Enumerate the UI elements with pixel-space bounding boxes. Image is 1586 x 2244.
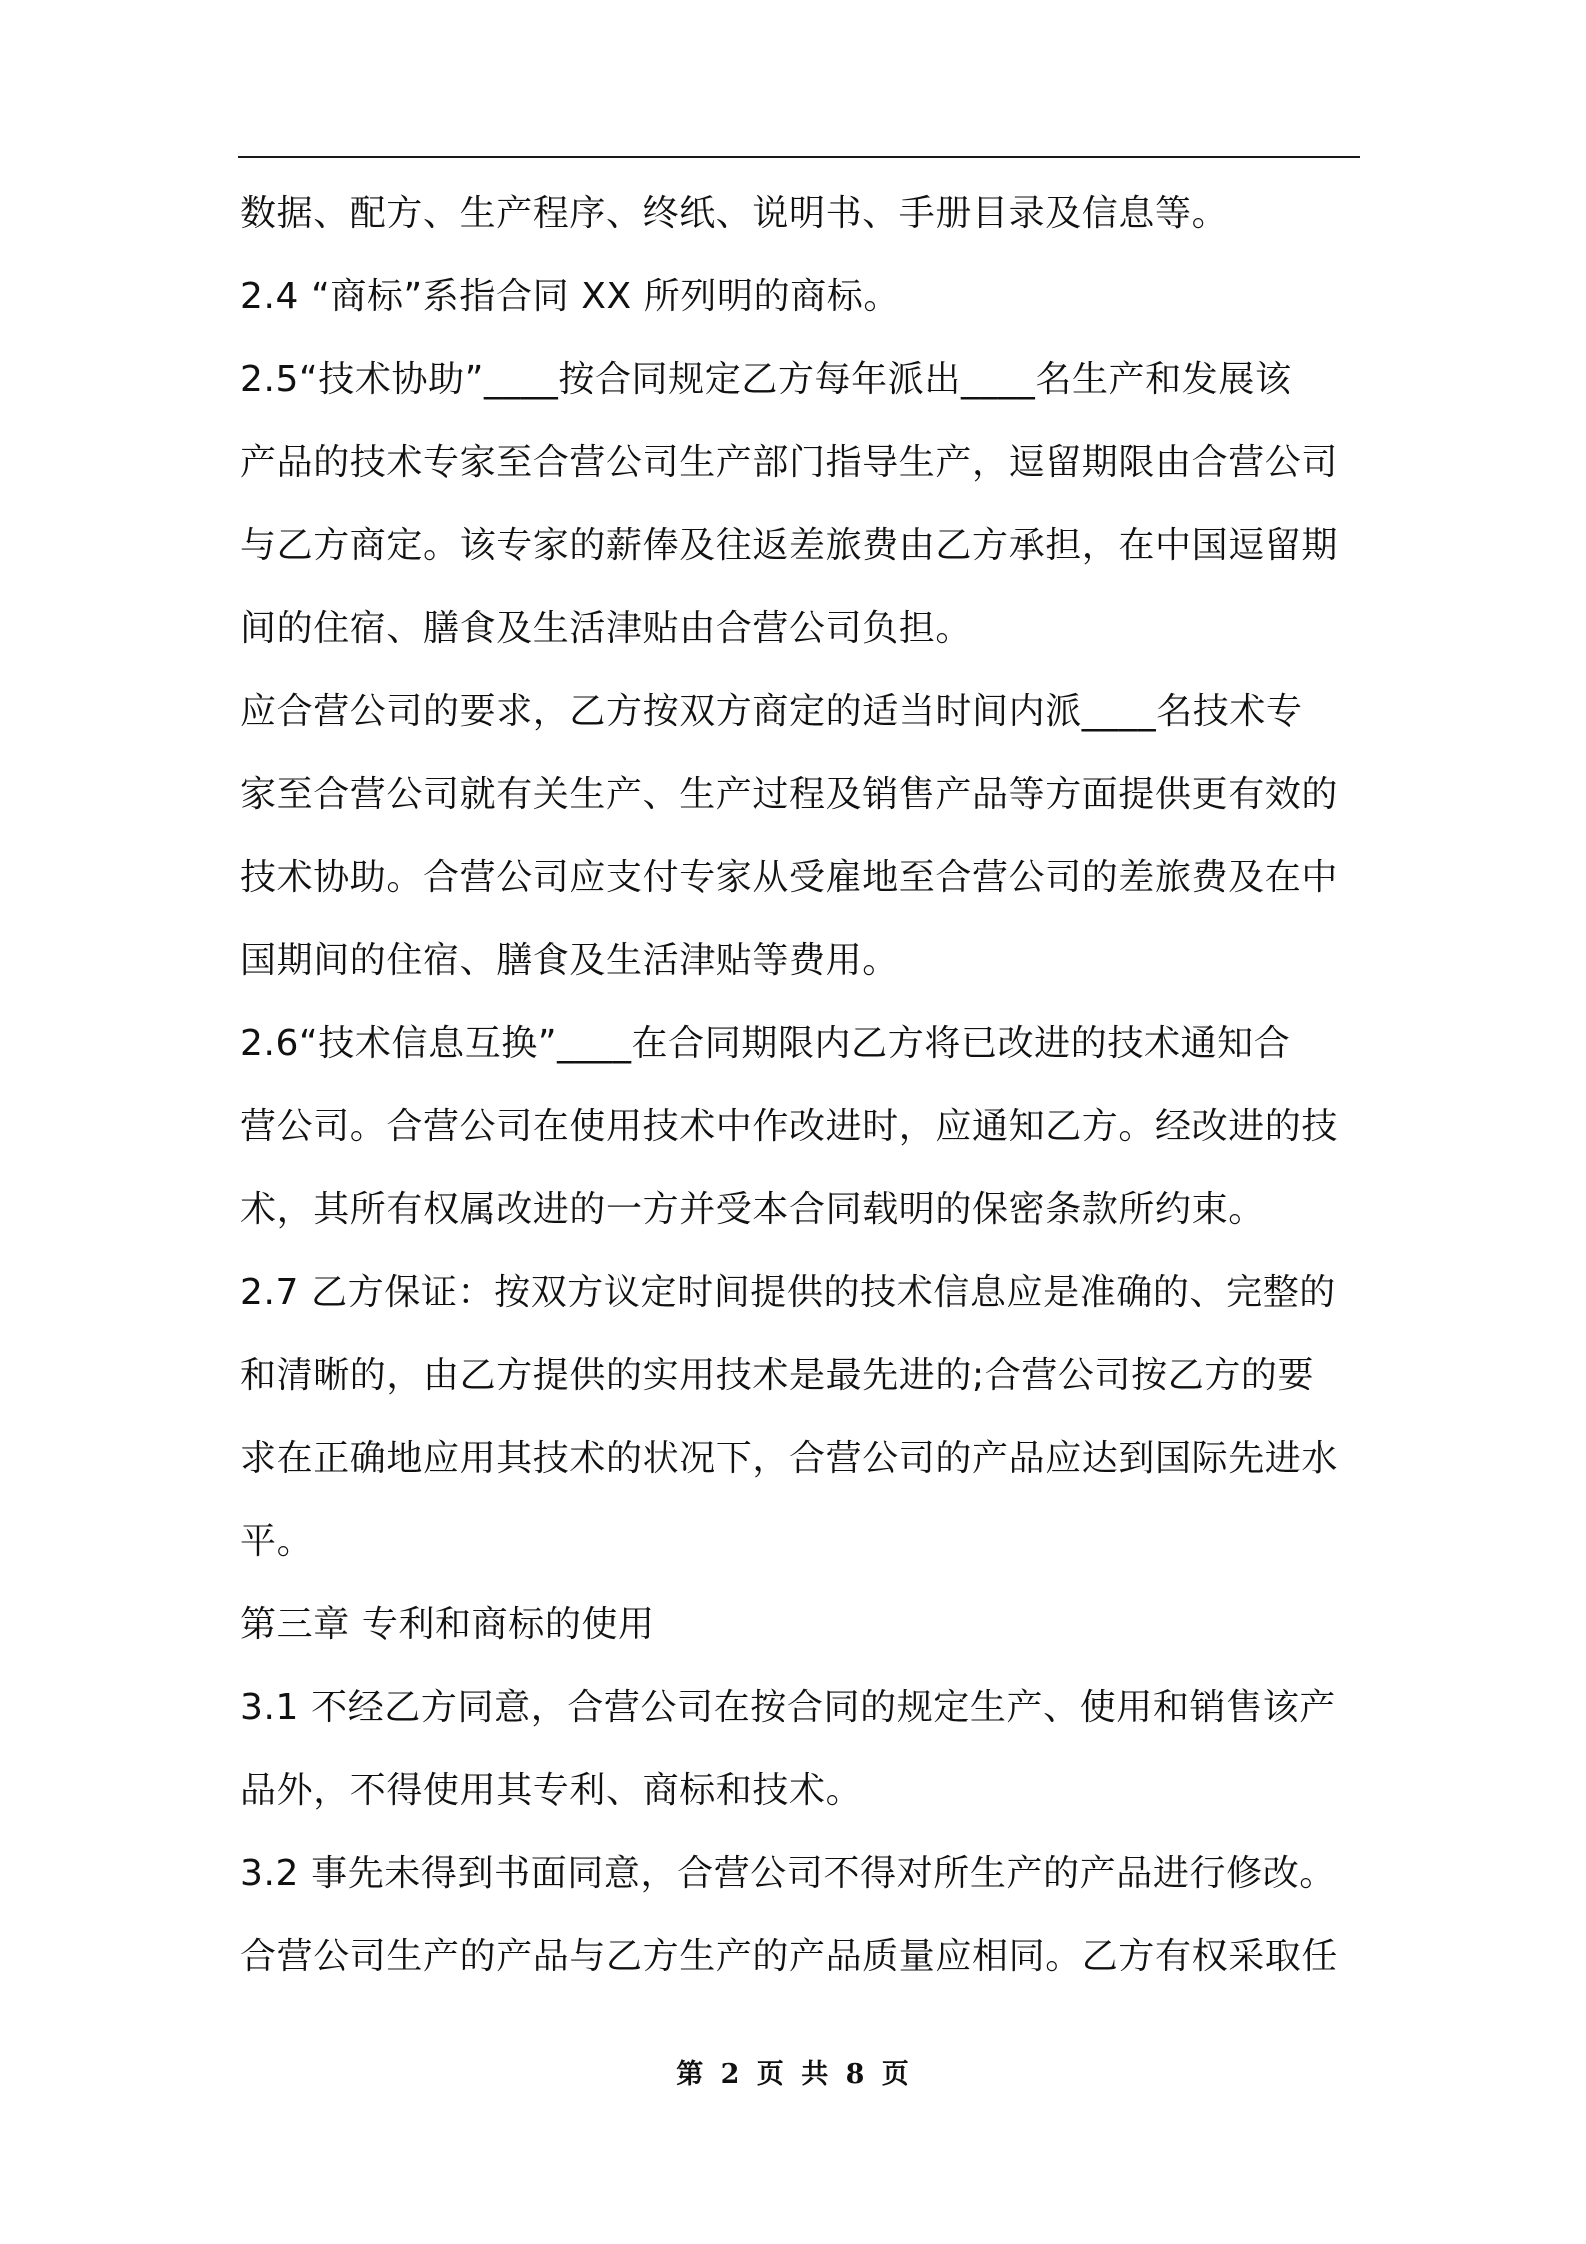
text-line: 产品的技术专家至合营公司生产部门指导生产，逗留期限由合营公司 [240, 442, 1339, 483]
text-line: 数据、配方、生产程序、终纸、说明书、手册目录及信息等。 [240, 193, 1229, 234]
text-line: 家至合营公司就有关生产、生产过程及销售产品等方面提供更有效的 [240, 774, 1339, 815]
text-line: 应合营公司的要求，乙方按双方商定的适当时间内派____名技术专 [240, 691, 1303, 732]
text-line: 和清晰的，由乙方提供的实用技术是最先进的;合营公司按乙方的要 [240, 1355, 1315, 1396]
text-line: 2.5“技术协助”____按合同规定乙方每年派出____名生产和发展该 [240, 359, 1292, 400]
text-line: 合营公司生产的产品与乙方生产的产品质量应相同。乙方有权采取任 [240, 1936, 1339, 1977]
text-line: 技术协助。合营公司应支付专家从受雇地至合营公司的差旅费及在中 [240, 857, 1339, 898]
text-line: 术，其所有权属改进的一方并受本合同载明的保密条款所约束。 [240, 1189, 1265, 1230]
text-line: 间的住宿、膳食及生活津贴由合营公司负担。 [240, 608, 973, 649]
text-line: 品外，不得使用其专利、商标和技术。 [240, 1770, 863, 1811]
page-number: 第 2 页 共 8 页 [676, 2059, 910, 2090]
text-line: 求在正确地应用其技术的状况下，合营公司的产品应达到国际先进水 [240, 1438, 1339, 1479]
text-line: 2.6“技术信息互换”____在合同期限内乙方将已改进的技术通知合 [240, 1023, 1291, 1064]
header-rule [238, 156, 1360, 158]
text-line: 2.7 乙方保证：按双方议定时间提供的技术信息应是准确的、完整的 [240, 1272, 1336, 1313]
chapter-heading: 第三章 专利和商标的使用 [240, 1604, 655, 1645]
text-line: 与乙方商定。该专家的薪俸及往返差旅费由乙方承担，在中国逗留期 [240, 525, 1339, 566]
text-line: 营公司。合营公司在使用技术中作改进时，应通知乙方。经改进的技 [240, 1106, 1339, 1147]
text-line: 国期间的住宿、膳食及生活津贴等费用。 [240, 940, 899, 981]
text-line: 平。 [240, 1521, 314, 1562]
text-line: 2.4 “商标”系指合同 XX 所列明的商标。 [240, 276, 901, 317]
text-line: 3.1 不经乙方同意，合营公司在按合同的规定生产、使用和销售该产 [240, 1687, 1336, 1728]
text-line: 3.2 事先未得到书面同意，合营公司不得对所生产的产品进行修改。 [240, 1853, 1336, 1894]
